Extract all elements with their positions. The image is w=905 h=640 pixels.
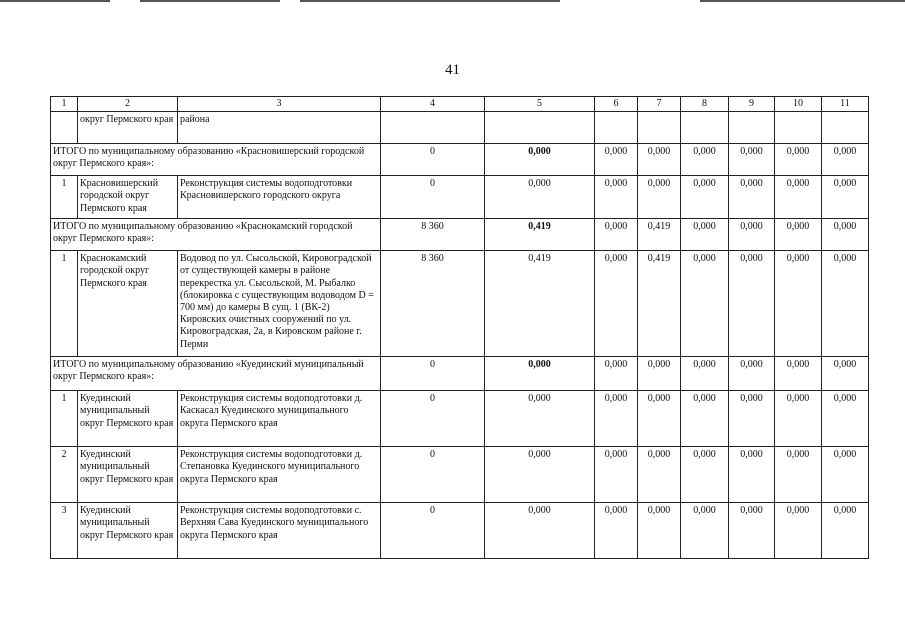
total-label: ИТОГО по муниципальному образованию «Куединский муниципальный округ Пермского края»: [51, 357, 381, 391]
total-row [51, 219, 869, 251]
value-cell: 0,000 [822, 251, 869, 357]
total-value-cell: 0,419 [485, 219, 595, 251]
value-cell: 0,000 [822, 503, 869, 559]
value-cell: 0,000 [485, 176, 595, 219]
scan-edge-line [0, 0, 110, 2]
total-value-cell: 0,419 [638, 219, 681, 251]
value-cell: 0,000 [822, 391, 869, 447]
object-cell: Водовод по ул. Сысольской, Кировоградской от существующей камеры в районе перекрестка ул. Сысольской, М. Рыбалко (блокировка с существующим водоводом D = 700 мм) до камеры В сущ. 1 (ВК-2) Кировских очистных сооружений по ул. Кировоградская, 2а, в Кировском районе г. Перми [178, 251, 381, 357]
scan-edge-line [140, 0, 280, 2]
value-cell: 0,000 [775, 251, 822, 357]
value-cell: 0,000 [485, 447, 595, 503]
value-cell: 0,000 [638, 176, 681, 219]
header-cell: 2 [78, 97, 178, 112]
row-number-cell: 2 [51, 447, 78, 503]
value-cell: 0,000 [681, 391, 729, 447]
total-value-cell: 0,000 [822, 144, 869, 176]
total-value-cell: 0,000 [638, 144, 681, 176]
value-cell: 0,000 [681, 176, 729, 219]
value-cell: 0,000 [729, 391, 775, 447]
total-value-cell: 0,000 [775, 219, 822, 251]
scan-edge-line [700, 0, 905, 2]
total-value-cell: 0,000 [681, 144, 729, 176]
municipality-cell: Куединский муниципальный округ Пермского края [78, 391, 178, 447]
value-cell [485, 112, 595, 144]
header-cell: 8 [681, 97, 729, 112]
value-cell: 0,000 [485, 503, 595, 559]
value-cell: 0,000 [595, 503, 638, 559]
row-number-cell: 1 [51, 176, 78, 219]
value-cell: 0,000 [485, 391, 595, 447]
total-value-cell: 0,000 [822, 219, 869, 251]
value-cell: 0,000 [595, 447, 638, 503]
scan-edge-line [300, 0, 560, 2]
value-cell: 0,000 [595, 176, 638, 219]
total-value-cell: 0,000 [595, 219, 638, 251]
object-cell: Реконструкция системы водоподготовки с. Верхняя Сава Куединского муниципального округа Пермского края [178, 503, 381, 559]
header-cell: 4 [381, 97, 485, 112]
value-cell: 0,000 [638, 391, 681, 447]
header-cell: 11 [822, 97, 869, 112]
value-cell [822, 112, 869, 144]
row-number-cell: 1 [51, 391, 78, 447]
table-row [51, 447, 869, 503]
header-cell: 10 [775, 97, 822, 112]
value-cell: 0,000 [822, 176, 869, 219]
value-cell: 0 [381, 503, 485, 559]
value-cell [775, 112, 822, 144]
total-value-cell: 0,000 [775, 144, 822, 176]
value-cell [595, 112, 638, 144]
value-cell: 0,000 [775, 391, 822, 447]
value-cell: 0,000 [729, 503, 775, 559]
value-cell: 8 360 [381, 251, 485, 357]
value-cell [638, 112, 681, 144]
value-cell [381, 112, 485, 144]
table-row [51, 176, 869, 219]
value-cell: 0,000 [729, 176, 775, 219]
total-value-cell: 0,000 [485, 357, 595, 391]
value-cell: 0,000 [729, 447, 775, 503]
total-label: ИТОГО по муниципальному образованию «Красновишерский городской округ Пермского края»: [51, 144, 381, 176]
total-value-cell: 0,000 [822, 357, 869, 391]
value-cell: 0,000 [681, 503, 729, 559]
value-cell: 0,419 [485, 251, 595, 357]
header-cell: 7 [638, 97, 681, 112]
total-value-cell: 0,000 [729, 219, 775, 251]
total-value-cell: 0,000 [485, 144, 595, 176]
total-label: ИТОГО по муниципальному образованию «Краснокамский городской округ Пермского края»: [51, 219, 381, 251]
header-cell: 9 [729, 97, 775, 112]
object-cell: Реконструкция системы водоподготовки д. Степановка Куединского муниципального округа Пермского края [178, 447, 381, 503]
header-cell: 3 [178, 97, 381, 112]
municipality-cell: Куединский муниципальный округ Пермского края [78, 447, 178, 503]
value-cell: 0,000 [595, 391, 638, 447]
municipality-cell: Краснокамский городской округ Пермского края [78, 251, 178, 357]
table-header-row [51, 97, 869, 112]
value-cell: 0,000 [638, 447, 681, 503]
continuation-row [51, 112, 869, 144]
value-cell [729, 112, 775, 144]
municipality-cell: Красновишерский городской округ Пермского края [78, 176, 178, 219]
value-cell: 0,000 [681, 447, 729, 503]
value-cell: 0,000 [775, 503, 822, 559]
value-cell: 0,000 [681, 251, 729, 357]
row-number-cell: 3 [51, 503, 78, 559]
total-row [51, 357, 869, 391]
total-value-cell: 0 [381, 144, 485, 176]
total-value-cell: 0,000 [638, 357, 681, 391]
municipality-cell: округ Пермского края [78, 112, 178, 144]
value-cell: 0,000 [775, 176, 822, 219]
object-cell: Реконструкция системы водоподготовки Красновишерского городского округа [178, 176, 381, 219]
value-cell: 0 [381, 447, 485, 503]
table-row [51, 503, 869, 559]
value-cell: 0 [381, 176, 485, 219]
row-number-cell [51, 112, 78, 144]
value-cell: 0,419 [638, 251, 681, 357]
header-cell: 6 [595, 97, 638, 112]
page-number: 41 [445, 62, 460, 78]
value-cell: 0,000 [775, 447, 822, 503]
value-cell: 0,000 [729, 251, 775, 357]
table-body [51, 97, 869, 559]
value-cell: 0,000 [822, 447, 869, 503]
header-cell: 5 [485, 97, 595, 112]
total-value-cell: 0,000 [595, 144, 638, 176]
header-cell: 1 [51, 97, 78, 112]
total-value-cell: 0 [381, 357, 485, 391]
total-row [51, 144, 869, 176]
row-number-cell: 1 [51, 251, 78, 357]
table-row [51, 251, 869, 357]
total-value-cell: 0,000 [775, 357, 822, 391]
data-table [50, 96, 869, 559]
total-value-cell: 0,000 [595, 357, 638, 391]
total-value-cell: 0,000 [729, 144, 775, 176]
total-value-cell: 0,000 [681, 357, 729, 391]
value-cell: 0,000 [638, 503, 681, 559]
municipality-cell: Куединский муниципальный округ Пермского края [78, 503, 178, 559]
total-value-cell: 8 360 [381, 219, 485, 251]
value-cell [681, 112, 729, 144]
total-value-cell: 0,000 [681, 219, 729, 251]
table-row [51, 391, 869, 447]
object-cell: района [178, 112, 381, 144]
object-cell: Реконструкция системы водоподготовки д. Каскасал Куединского муниципального округа Пермского края [178, 391, 381, 447]
total-value-cell: 0,000 [729, 357, 775, 391]
value-cell: 0 [381, 391, 485, 447]
value-cell: 0,000 [595, 251, 638, 357]
